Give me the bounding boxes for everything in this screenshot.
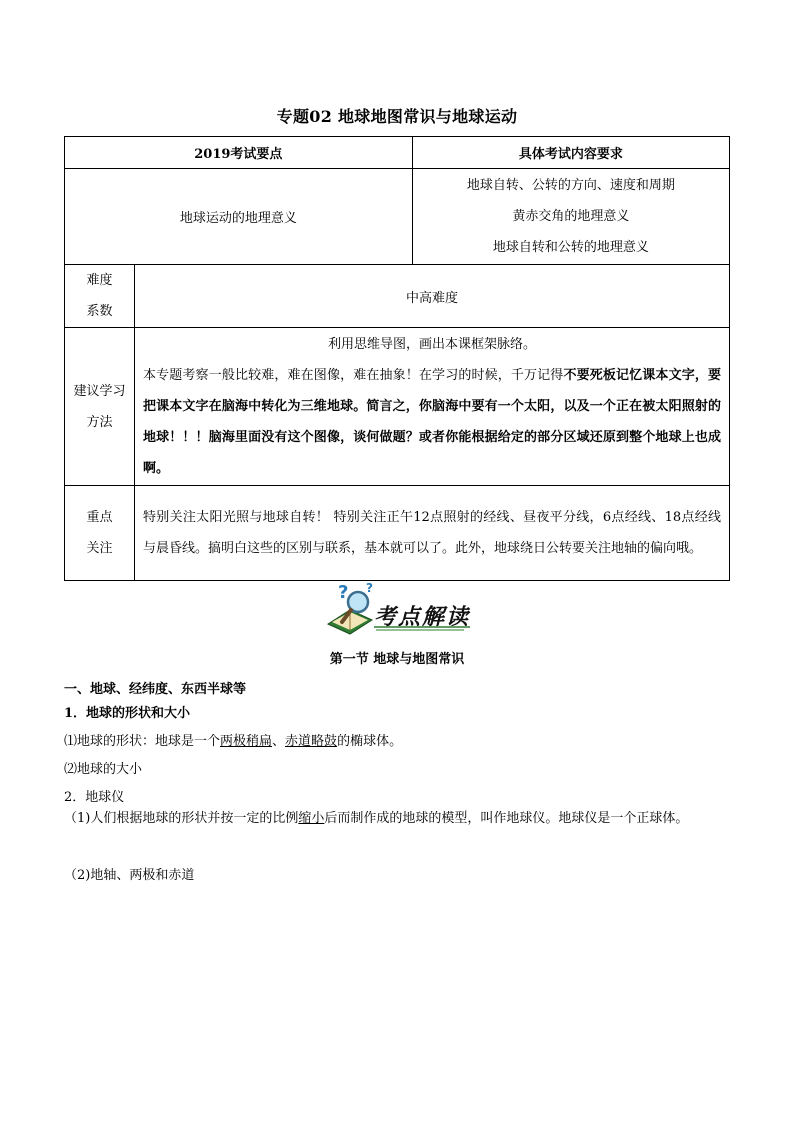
header-content-requirements: 具体考试内容要求 [412,137,729,169]
header-exam-points: 2019考试要点 [65,137,413,169]
section-title: 第一节 地球与地图常识 [329,652,465,667]
focus-label-cell [65,486,135,581]
difficulty-value-cell: 中高难度 [135,265,730,328]
label-line: 重点 [86,510,113,525]
text-span: ⑴地球的形状：地球是一个 [64,734,221,749]
requirements-cell [412,169,729,265]
label-line: 关注 [86,541,113,556]
text-span: 、 [272,734,286,749]
method-first-line: 利用思维导图，画出本课框架脉络。 [327,337,536,352]
svg-text:?: ? [338,582,349,603]
difficulty-label-cell [65,265,135,328]
focus-content-cell [135,486,730,581]
table-row [65,265,730,328]
exam-requirements-table [64,136,730,581]
heading-level-1: 一、地球、经纬度、东西半球等 [64,682,247,697]
method-content-cell [135,328,730,486]
label-line: 系数 [86,304,113,319]
text-span: 后而制作成的地球的模型，叫作地球仪。地球仪是一个正球体。 [324,811,689,826]
requirement-item: 黄赤交角的地理意义 [512,209,630,224]
label-line: 难度 [86,273,113,288]
table-row [65,486,730,581]
method-text-bold: 不要死板记忆课本文字，要把课本文字在脑海中转化为三维地球。简言之，你脑海中要有一个太阳，以及一个正在被太阳照射的地球！！！脑海里面没有这个图像，谈何做题？或者你能根据给定的部分区域还原到整个地球上也成啊。 [143,368,721,476]
table-row [65,169,730,265]
method-label-cell [65,328,135,486]
focus-text: 特别关注太阳光照与地球自转！ 特别关注正午12点照射的经线、昼夜平分线，6点经线、18点经线与晨昏线。搞明白这些的区别与联系，基本就可以了。此外，地球绕日公转要关注地轴的偏向哦。 [143,510,721,556]
heading-level-2: 2．地球仪 [64,790,125,805]
table-header-row [65,137,730,169]
label-line: 建议学习 [73,383,126,399]
underlined-term: 赤道略鼓 [285,734,338,749]
requirement-item: 地球自转、公转的方向、速度和周期 [466,178,675,193]
paragraph-axis-poles-equator: （2)地轴、两极和赤道 [64,868,195,883]
label-line: 方法 [86,414,113,430]
paragraph-earth-size: ⑵地球的大小 [64,762,143,777]
method-text-plain: 本专题考察一般比较难，难在图像，难在抽象！在学习的时候，千万记得 [143,368,564,383]
underlined-term: 两极稍扁 [220,734,273,749]
paragraph-globe-definition [64,806,730,832]
text-span: （1)人们根据地球的形状并按一定的比例 [64,811,299,826]
requirement-item: 地球自转和公转的地理意义 [492,240,649,255]
heading-level-2: 1．地球的形状和大小 [64,706,191,721]
exam-point-cell: 地球运动的地理意义 [65,169,413,265]
underlined-term: 缩小 [298,811,325,826]
key-points-banner-text: 考点解读 [374,604,471,630]
table-row [65,328,730,486]
svg-text:?: ? [366,581,373,595]
paragraph-earth-shape [64,730,402,749]
document-title: 专题02 地球地图常识与地球运动 [276,107,518,126]
text-span: 的椭球体。 [337,734,403,749]
